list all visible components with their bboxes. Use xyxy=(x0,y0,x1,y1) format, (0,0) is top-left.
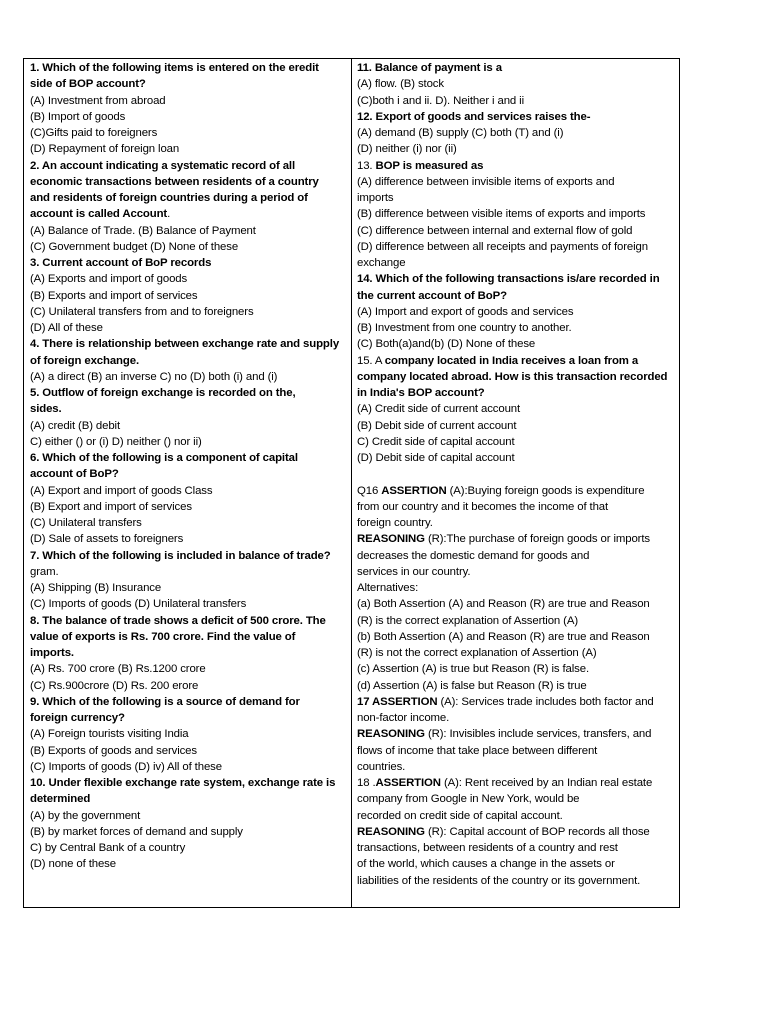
text-line xyxy=(357,304,675,320)
text-line-main: in India's BOP account? xyxy=(357,387,485,399)
text-line xyxy=(30,824,347,840)
text-line-main: 17 ASSERTION xyxy=(357,695,438,708)
text-line-main: imports xyxy=(357,192,394,204)
text-line xyxy=(357,353,675,369)
text-line xyxy=(357,223,675,239)
text-line-main: (A) by the government xyxy=(30,809,141,822)
left-column xyxy=(24,59,352,907)
text-line xyxy=(30,141,347,157)
text-line xyxy=(357,808,675,824)
text-line-main: (D) none of these xyxy=(30,858,116,871)
text-line xyxy=(30,726,347,742)
text-line-main: (B) Exports and import of services xyxy=(30,289,198,302)
text-line-main: (D) difference between all receipts and payments of foreign xyxy=(357,240,648,253)
text-line xyxy=(357,418,675,434)
text-line-main: countries. xyxy=(357,760,406,773)
text-line-main: (A) Balance of Trade. (B) Balance of Payment xyxy=(30,224,256,237)
text-line-main: (A) Export and import of goods Class xyxy=(30,484,213,497)
text-line xyxy=(357,271,675,287)
text-line xyxy=(357,564,675,580)
text-line xyxy=(357,109,675,125)
text-line xyxy=(30,661,347,677)
text-line-main: (A) Foreign tourists visiting India xyxy=(30,728,189,741)
text-line-main: 11. Balance of payment is a xyxy=(357,62,502,74)
text-line-main: REASONING xyxy=(357,825,425,838)
text-line xyxy=(357,645,675,661)
text-line xyxy=(30,76,347,92)
text-line-main: determined xyxy=(30,793,91,806)
text-line xyxy=(357,336,675,352)
text-line-main: (C) Rs.900crore (D) Rs. 200 erore xyxy=(30,679,199,692)
text-line xyxy=(30,401,347,417)
text-line-main: account is called Account xyxy=(30,208,168,221)
text-line xyxy=(357,450,675,466)
text-line xyxy=(357,320,675,336)
text-line xyxy=(357,206,675,222)
text-line-main: account of BoP? xyxy=(30,468,119,481)
text-line-tail: . xyxy=(167,208,171,221)
text-line-tail: (A):Buying foreign goods is expenditure xyxy=(446,484,645,497)
text-line-main: REASONING xyxy=(357,728,425,741)
text-line xyxy=(357,60,675,76)
text-line xyxy=(30,288,347,304)
text-line xyxy=(357,759,675,775)
text-line xyxy=(30,353,347,369)
text-line-main: (A) Import and export of goods and services xyxy=(357,305,574,318)
text-line-main: 8. The balance of trade shows a deficit of 500 crore. The xyxy=(30,614,326,627)
text-line-main: transactions, between residents of a country and rest xyxy=(357,842,618,854)
text-line xyxy=(357,499,675,515)
text-line-main: (D) Debit side of capital account xyxy=(357,452,515,464)
text-line-main: (B) Import of goods xyxy=(30,110,126,123)
text-line-main: REASONING xyxy=(357,533,425,546)
text-line-main: (B) Investment from one country to another. xyxy=(357,322,572,334)
text-line-main: C) Credit side of capital account xyxy=(357,435,515,448)
text-line xyxy=(30,694,347,710)
text-line-main: and residents of foreign countries during a period of xyxy=(30,192,308,204)
text-line xyxy=(357,190,675,206)
text-line xyxy=(357,873,675,889)
text-line-main: (A) Shipping (B) Insurance xyxy=(30,582,162,594)
text-line-main: (A) demand (B) supply (C) both (T) and (i) xyxy=(357,127,564,139)
text-line xyxy=(357,710,675,726)
text-line-main: (B) Exports of goods and services xyxy=(30,744,197,757)
text-line-main: (C) Both(a)and(b) (D) None of these xyxy=(357,338,536,351)
text-line-main: economic transactions between residents of a country xyxy=(30,175,319,188)
text-line-main: (C)both i and ii. D). Neither i and ii xyxy=(357,94,525,107)
text-line xyxy=(30,808,347,824)
text-line xyxy=(30,548,347,564)
text-line xyxy=(357,580,675,596)
question-table xyxy=(23,58,680,908)
text-line-bold: company located in India receives a loan from a xyxy=(384,354,639,367)
text-line-main: (D) neither (i) nor (ii) xyxy=(357,143,457,156)
text-line-main: of the world, which causes a change in the assets or xyxy=(357,858,615,871)
text-line xyxy=(30,255,347,271)
text-line-main: decreases the domestic demand for goods and xyxy=(357,549,590,562)
text-line xyxy=(357,158,675,174)
text-line-tail: . xyxy=(55,565,59,578)
text-line-main: 4. There is relationship between exchange rate and supply xyxy=(30,338,340,351)
text-line xyxy=(357,531,675,547)
text-line-main: (A) Investment from abroad xyxy=(30,94,166,107)
text-line-main: Alternatives: xyxy=(357,582,419,594)
text-line xyxy=(357,824,675,840)
text-line xyxy=(30,223,347,239)
text-line-main: (D) Repayment of foreign loan xyxy=(30,143,180,156)
text-line xyxy=(30,320,347,336)
text-line-main: side of BOP account? xyxy=(30,78,146,91)
text-line-main: foreign country. xyxy=(357,517,433,529)
text-line-main: 15. A xyxy=(357,354,385,367)
text-line-main: liabilities of the residents of the country or its government. xyxy=(357,874,641,887)
text-line-main: 13. xyxy=(357,159,376,172)
text-line-main: (C) Unilateral transfers xyxy=(30,517,142,529)
text-line xyxy=(30,840,347,856)
text-line-main: 6. Which of the following is a component of capital xyxy=(30,452,298,464)
text-line-main: Q16 xyxy=(357,484,382,497)
text-line-main: 18 . xyxy=(357,777,376,789)
text-line-bold: ASSERTION xyxy=(381,484,447,497)
text-line xyxy=(30,304,347,320)
text-line-tail: (R):The purchase of foreign goods or imports xyxy=(424,533,650,546)
text-line-main: (a) Both Assertion (A) and Reason (R) are true and Reason xyxy=(357,598,650,611)
text-line-main: (c) Assertion (A) is true but Reason (R) is false. xyxy=(357,663,590,676)
text-line xyxy=(357,174,675,190)
text-line xyxy=(30,418,347,434)
text-line xyxy=(30,434,347,450)
text-line-main: C) either () or (i) D) neither () nor ii) xyxy=(30,435,202,448)
text-line xyxy=(30,336,347,352)
text-line-main: imports. xyxy=(30,647,74,659)
text-line xyxy=(357,385,675,401)
text-line xyxy=(30,206,347,222)
text-line-tail: (A): Services trade includes both factor and xyxy=(437,695,654,708)
text-line-main: (C) Unilateral transfers from and to foreigners xyxy=(30,305,254,318)
text-line-main: C) by Central Bank of a country xyxy=(30,842,186,854)
text-line-main: (b) Both Assertion (A) and Reason (R) are true and Reason xyxy=(357,630,650,643)
text-line-main: gram xyxy=(30,565,56,578)
text-line xyxy=(30,158,347,174)
text-line-bold: BOP is measured as xyxy=(375,159,484,172)
text-line xyxy=(357,743,675,759)
text-line xyxy=(357,840,675,856)
text-line-main: non-factor income. xyxy=(357,712,450,724)
text-line-main: flows of income that take place between different xyxy=(357,744,598,757)
text-line xyxy=(30,466,347,482)
text-line xyxy=(357,661,675,677)
text-line xyxy=(357,596,675,612)
text-line xyxy=(357,93,675,109)
text-line-tail: (R): Capital account of BOP records all those xyxy=(424,825,650,838)
text-line-main: 5. Outflow of foreign exchange is recorded on the, xyxy=(30,387,296,399)
text-line-main: (D) All of these xyxy=(30,322,103,334)
text-line-main: foreign currency? xyxy=(30,712,125,724)
text-line xyxy=(30,125,347,141)
text-line-main: 3. Current account of BoP records xyxy=(30,257,212,269)
text-line-main: (D) Sale of assets to foreigners xyxy=(30,533,184,546)
text-line xyxy=(30,678,347,694)
text-line xyxy=(30,645,347,661)
text-line-main: sides. xyxy=(30,403,62,416)
text-line-main: the current account of BoP? xyxy=(357,289,507,302)
text-line xyxy=(357,76,675,92)
text-line-main: (C)Gifts paid to foreigners xyxy=(30,127,158,139)
text-line-main: (C) difference between internal and external flow of gold xyxy=(357,224,633,237)
text-line-main: 9. Which of the following is a source of demand for xyxy=(30,695,300,708)
text-line xyxy=(357,613,675,629)
text-line-tail: (R): Invisibles include services, transfers, and xyxy=(424,728,652,741)
text-line xyxy=(30,515,347,531)
text-line-main: value of exports is Rs. 700 crore. Find the value of xyxy=(30,630,296,643)
text-line-main: (R) is not the correct explanation of Assertion (A) xyxy=(357,647,597,659)
text-line-main: (A) Credit side of current account xyxy=(357,403,521,416)
text-line xyxy=(30,93,347,109)
text-line xyxy=(357,791,675,807)
text-line-main: (A) flow. (B) stock xyxy=(357,78,444,91)
blank-line xyxy=(357,466,675,482)
text-line-bold: ASSERTION xyxy=(375,777,441,789)
text-line-main: (d) Assertion (A) is false but Reason (R) is true xyxy=(357,679,587,692)
text-line xyxy=(30,743,347,759)
text-line-main: 1. Which of the following items is entered on the eredit xyxy=(30,62,319,74)
text-line xyxy=(357,694,675,710)
text-line xyxy=(30,710,347,726)
text-line-main: from our country and it becomes the income of that xyxy=(357,500,609,513)
text-line-main: 12. Export of goods and services raises the- xyxy=(357,110,591,123)
text-line xyxy=(357,239,675,255)
text-line xyxy=(357,775,675,791)
text-line-main: (C) Imports of goods (D) Unilateral transfers xyxy=(30,598,247,611)
text-line-main: (C) Imports of goods (D) iv) All of these xyxy=(30,760,222,773)
text-line-main: (C) Government budget (D) None of these xyxy=(30,240,239,253)
text-line xyxy=(30,450,347,466)
text-line xyxy=(30,596,347,612)
text-line xyxy=(30,856,347,872)
text-line xyxy=(30,483,347,499)
text-line xyxy=(357,255,675,271)
text-line xyxy=(357,141,675,157)
text-line-main: (A) Exports and import of goods xyxy=(30,273,188,286)
text-line xyxy=(357,125,675,141)
text-line xyxy=(30,564,347,580)
text-line xyxy=(357,434,675,450)
text-line xyxy=(30,174,347,190)
text-line-main: 2. An account indicating a systematic record of all xyxy=(30,159,296,172)
text-line-main: of foreign exchange. xyxy=(30,354,139,367)
text-line-main: company from Google in New York, would be xyxy=(357,793,580,806)
text-line xyxy=(30,109,347,125)
text-line-main: (R) is the correct explanation of Assertion (A) xyxy=(357,614,578,627)
text-line-main: (A) Rs. 700 crore (B) Rs.1200 crore xyxy=(30,663,206,676)
right-column xyxy=(352,59,679,907)
text-line-main: services in our country. xyxy=(357,565,471,578)
text-line xyxy=(357,548,675,564)
text-line xyxy=(30,775,347,791)
text-line-main: 14. Which of the following transactions is/are recorded in xyxy=(357,273,660,286)
text-line xyxy=(30,531,347,547)
text-line xyxy=(357,401,675,417)
text-line xyxy=(357,483,675,499)
text-line xyxy=(30,60,347,76)
text-line-main: (A) difference between invisible items of exports and xyxy=(357,175,615,188)
text-line xyxy=(30,580,347,596)
text-line-main: company located abroad. How is this transaction recorded xyxy=(357,370,668,383)
text-line xyxy=(30,369,347,385)
text-line xyxy=(357,288,675,304)
text-line xyxy=(357,678,675,694)
text-line xyxy=(30,629,347,645)
text-line xyxy=(30,759,347,775)
text-line xyxy=(30,271,347,287)
text-line xyxy=(357,726,675,742)
text-line xyxy=(357,515,675,531)
text-line xyxy=(30,385,347,401)
text-line-main: recorded on credit side of capital account. xyxy=(357,809,563,822)
text-line xyxy=(357,629,675,645)
text-line-main: exchange xyxy=(357,257,406,269)
text-line-main: (B) by market forces of demand and supply xyxy=(30,825,243,838)
text-line-main: (A) a direct (B) an inverse C) no (D) both (i) and (i) xyxy=(30,370,278,383)
text-line xyxy=(30,239,347,255)
text-line-tail: (A): Rent received by an Indian real estate xyxy=(440,777,653,789)
text-line xyxy=(30,190,347,206)
text-line xyxy=(30,499,347,515)
text-line-main: 7. Which of the following is included in balance of trade? xyxy=(30,549,331,562)
text-line-main: 10. Under flexible exchange rate system, exchange rate is xyxy=(30,777,336,789)
text-line-main: (B) difference between visible items of exports and imports xyxy=(357,208,646,221)
text-line-main: (B) Export and import of services xyxy=(30,500,192,513)
text-line xyxy=(30,791,347,807)
text-line xyxy=(30,613,347,629)
text-line xyxy=(357,369,675,385)
text-line-main: (B) Debit side of current account xyxy=(357,419,517,432)
text-line-main: (A) credit (B) debit xyxy=(30,419,121,432)
text-line xyxy=(357,856,675,872)
